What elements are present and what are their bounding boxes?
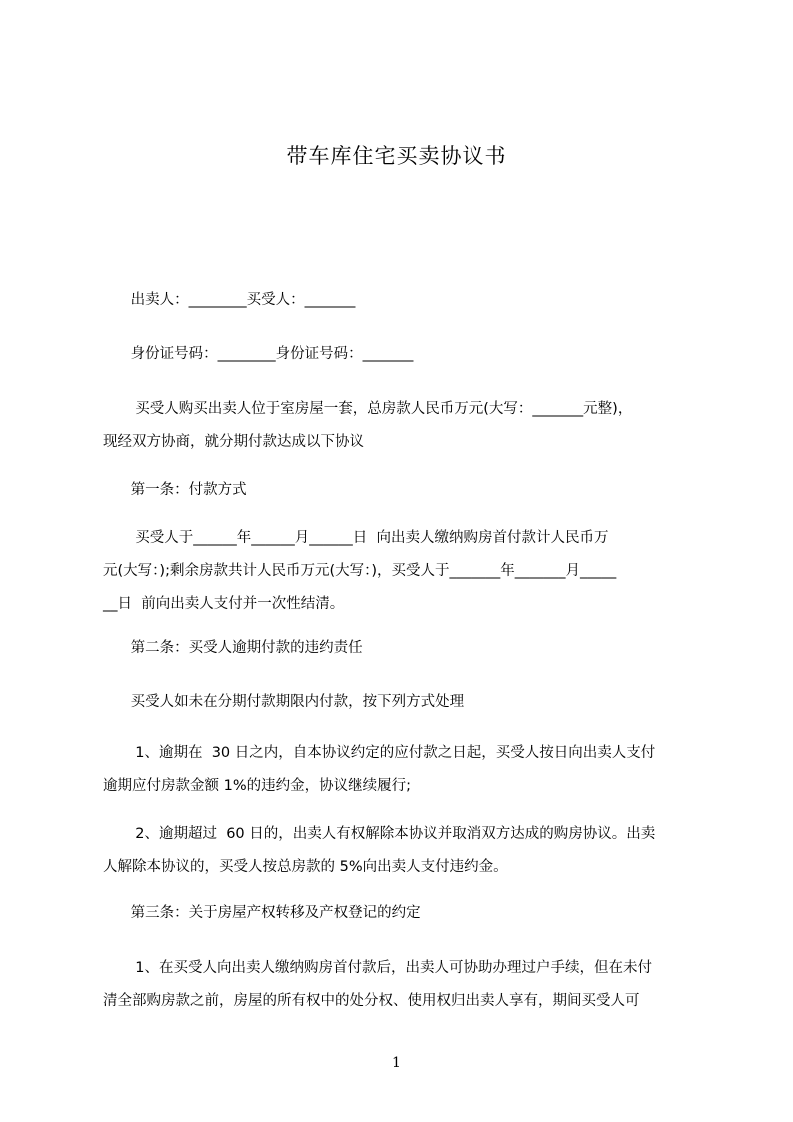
- page-title: 带车库住宅买卖协议书: [286, 144, 507, 168]
- paragraph-parties: 出卖人：________买受人：_______: [103, 292, 356, 308]
- article-1-body: 买受人于______年______月______日 向出卖人缴纳购房首付款计人民币万 元(大写：);剩余房款共计人民币万元(大写：)，买受人于_______年_______月_____ __日 前向出卖人支付并一次性结清。: [103, 530, 617, 612]
- paragraph-intro: 买受人购买出卖人位于室房屋一套，总房款人民币万元(大写：_______元整)， 现经双方协商，就分期付款达成以下协议: [103, 401, 633, 450]
- article-2-body: 买受人如未在分期付款期限内付款，按下列方式处理: [103, 694, 465, 710]
- paragraph-id-numbers: 身份证号码：________身份证号码：_______: [103, 346, 414, 362]
- article-2-item-2: 2、逾期超过 60 日的，出卖人有权解除本协议并取消双方达成的购房协议。出卖 人解除本协议的，买受人按总房款的 5%向出卖人支付违约金。: [103, 826, 656, 875]
- article-3-heading: 第三条：关于房屋产权转移及产权登记的约定: [103, 905, 421, 921]
- article-2-heading: 第二条：买受人逾期付款的违约责任: [103, 640, 363, 656]
- article-2-item-1: 1、逾期在 30 日之内，自本协议约定的应付款之日起，买受人按日向出卖人支付 逾期应付房款金额 1%的违约金，协议继续履行;: [103, 745, 656, 794]
- article-3-item-1: 1、在买受人向出卖人缴纳购房首付款后，出卖人可协助办理过户手续，但在未付 清全部购房款之前，房屋的所有权中的处分权、使用权归出卖人享有，期间买受人可: [103, 960, 652, 1009]
- page-number: 1: [392, 1055, 401, 1071]
- article-1-heading: 第一条：付款方式: [103, 482, 247, 498]
